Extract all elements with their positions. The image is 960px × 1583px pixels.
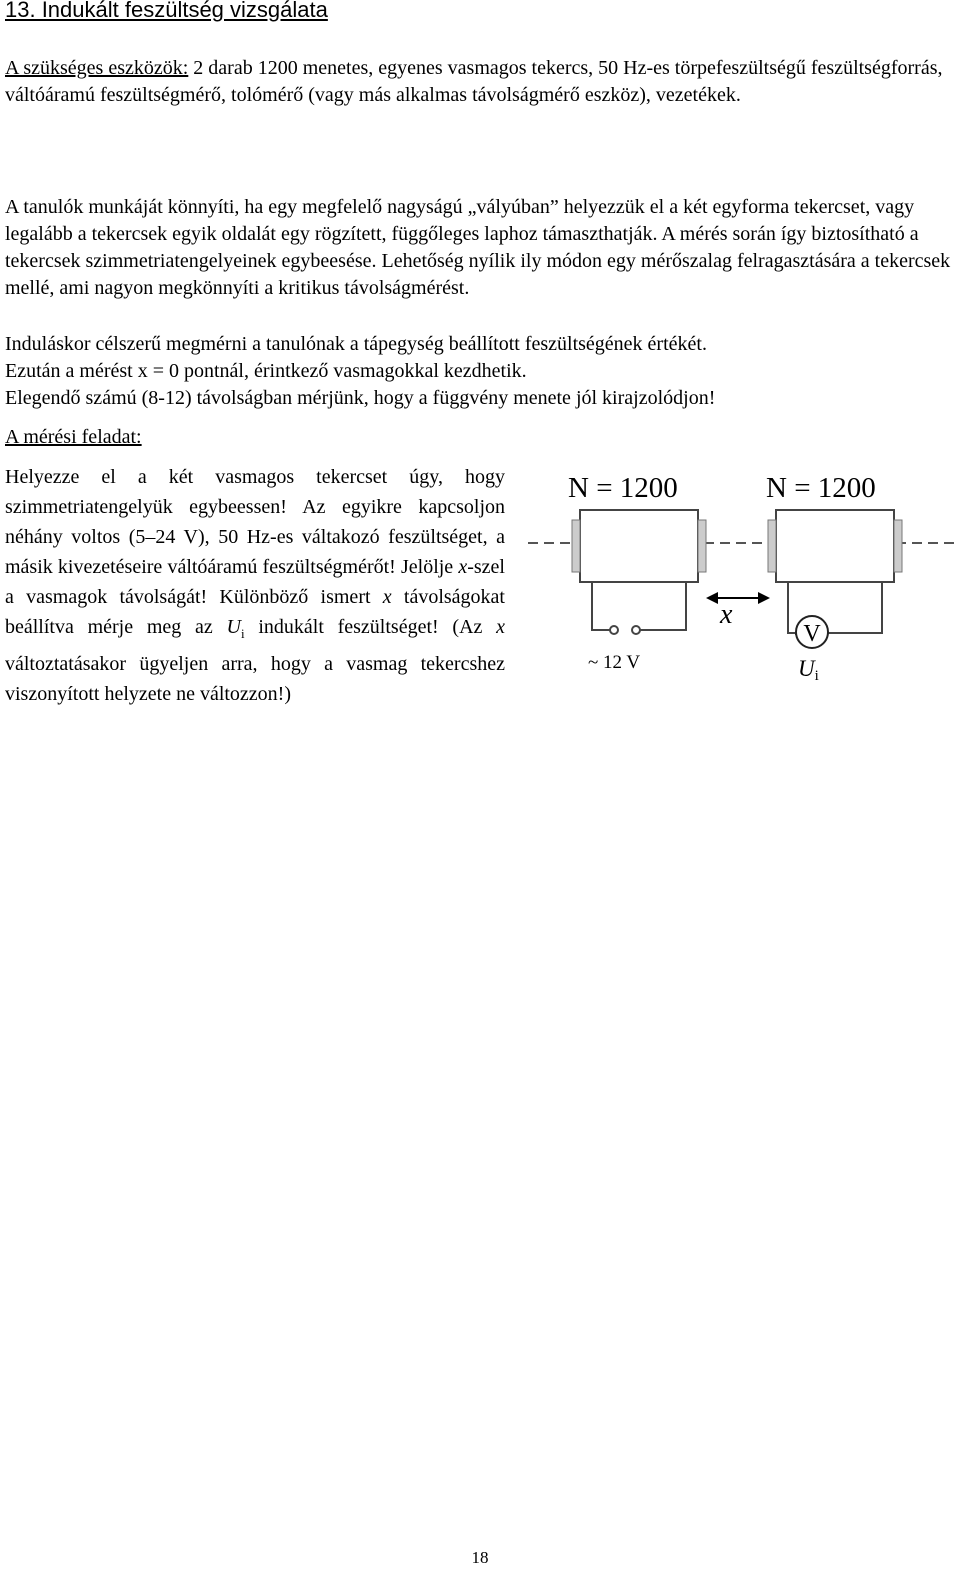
coil-left-label: N = 1200 [568, 472, 678, 504]
distance-arrow-head-left [706, 592, 718, 604]
coils-diagram-svg [522, 448, 958, 692]
equipment-paragraph [5, 55, 957, 109]
task-text-3: távolságokat beállítva mérje meg az [5, 586, 505, 638]
task-heading: A mérési feladat: [5, 426, 142, 448]
coil-left-core-end [698, 520, 706, 572]
var-x: x [458, 556, 468, 578]
instruction-1: Induláskor célszerű megmérni a tanulónak a tápegység beállított feszültségének értékét. [5, 333, 707, 355]
source-wire-left [592, 582, 610, 630]
var-x: x [496, 616, 506, 638]
coils-diagram [522, 448, 958, 692]
coil-left [572, 510, 706, 582]
meter-label-sub: i [814, 668, 819, 684]
source-terminal [632, 626, 640, 634]
coil-left-body [580, 510, 698, 582]
coil-right-core-end [768, 520, 776, 572]
voltmeter-letter: V [803, 621, 821, 647]
instruction-2: Ezután a mérést x = 0 pontnál, érintkező vasmagokkal kezdhetik. [5, 360, 527, 382]
var-x: x [382, 586, 392, 608]
meter-wire-right [827, 582, 882, 633]
page-title: 13. Indukált feszültség vizsgálata [5, 0, 328, 22]
meter-label-main: U [798, 656, 815, 681]
coil-right-body [776, 510, 894, 582]
instruction-3: Elegendő számú (8-12) távolságban mérjünk, hogy a függvény menete jól kirajzolódjon! [5, 387, 716, 409]
var-u-sub: i [240, 626, 245, 641]
task-text-1: Helyezze el a két vasmagos tekercset úgy, hogy szimmetriatengelyük egybeessen! Az egyikre kapcsoljon néhány voltos (5–24 V), 50 Hz-es váltakozó feszültséget, a másik kivezetéseire váltóáramú feszültségmérőt! Jelölje [5, 466, 505, 578]
task-text-5: változtatásakor ügyeljen arra, hogy a vasmag tekercshez viszonyított helyzete ne változzon!) [5, 653, 505, 705]
distance-arrow-head-right [758, 592, 770, 604]
coil-right [768, 510, 902, 582]
source-label: ~ 12 V [588, 652, 641, 673]
task-text-4: indukált feszültséget! (Az [244, 616, 497, 638]
equipment-text: 2 darab 1200 menetes, egyenes vasmagos tekercs, 50 Hz-es törpefeszültségű feszültségforrás, váltóáramú feszültségmérő, tolómérő (vagy más alkalmas távolságmérő eszköz), vezetékek. [5, 57, 943, 106]
coil-right-label: N = 1200 [766, 472, 876, 504]
task-paragraph [5, 462, 505, 709]
coil-left-core-end [572, 520, 580, 572]
equipment-label: A szükséges eszközök: [5, 57, 189, 79]
intro-paragraph [5, 194, 957, 302]
intro-text: A tanulók munkáját könnyíti, ha egy megfelelő nagyságú „vályúban” helyezzük el a két egyforma tekercset, vagy legalább a tekercsek egyik oldalát egy rögzített, függőleges laphoz támaszthatják. A mérés során így biztosítható a tekercsek szimmetriatengelyeinek egybeesése. Lehetőség nyílik ily módon egy mérőszalag felragasztására a tekercsek mellé, ami nagyon megkönnyíti a kritikus távolságmérést. [5, 196, 951, 299]
meter-wire-left [788, 582, 796, 633]
source-terminal [610, 626, 618, 634]
meter-label [798, 656, 819, 684]
distance-label: x [720, 599, 733, 630]
coil-right-core-end [894, 520, 902, 572]
task-text-2: -szel a vasmagok távolságát! Különböző ismert [5, 556, 505, 608]
page-number: 18 [471, 1548, 489, 1567]
var-u: U [226, 616, 241, 638]
source-wire-right [640, 582, 686, 630]
